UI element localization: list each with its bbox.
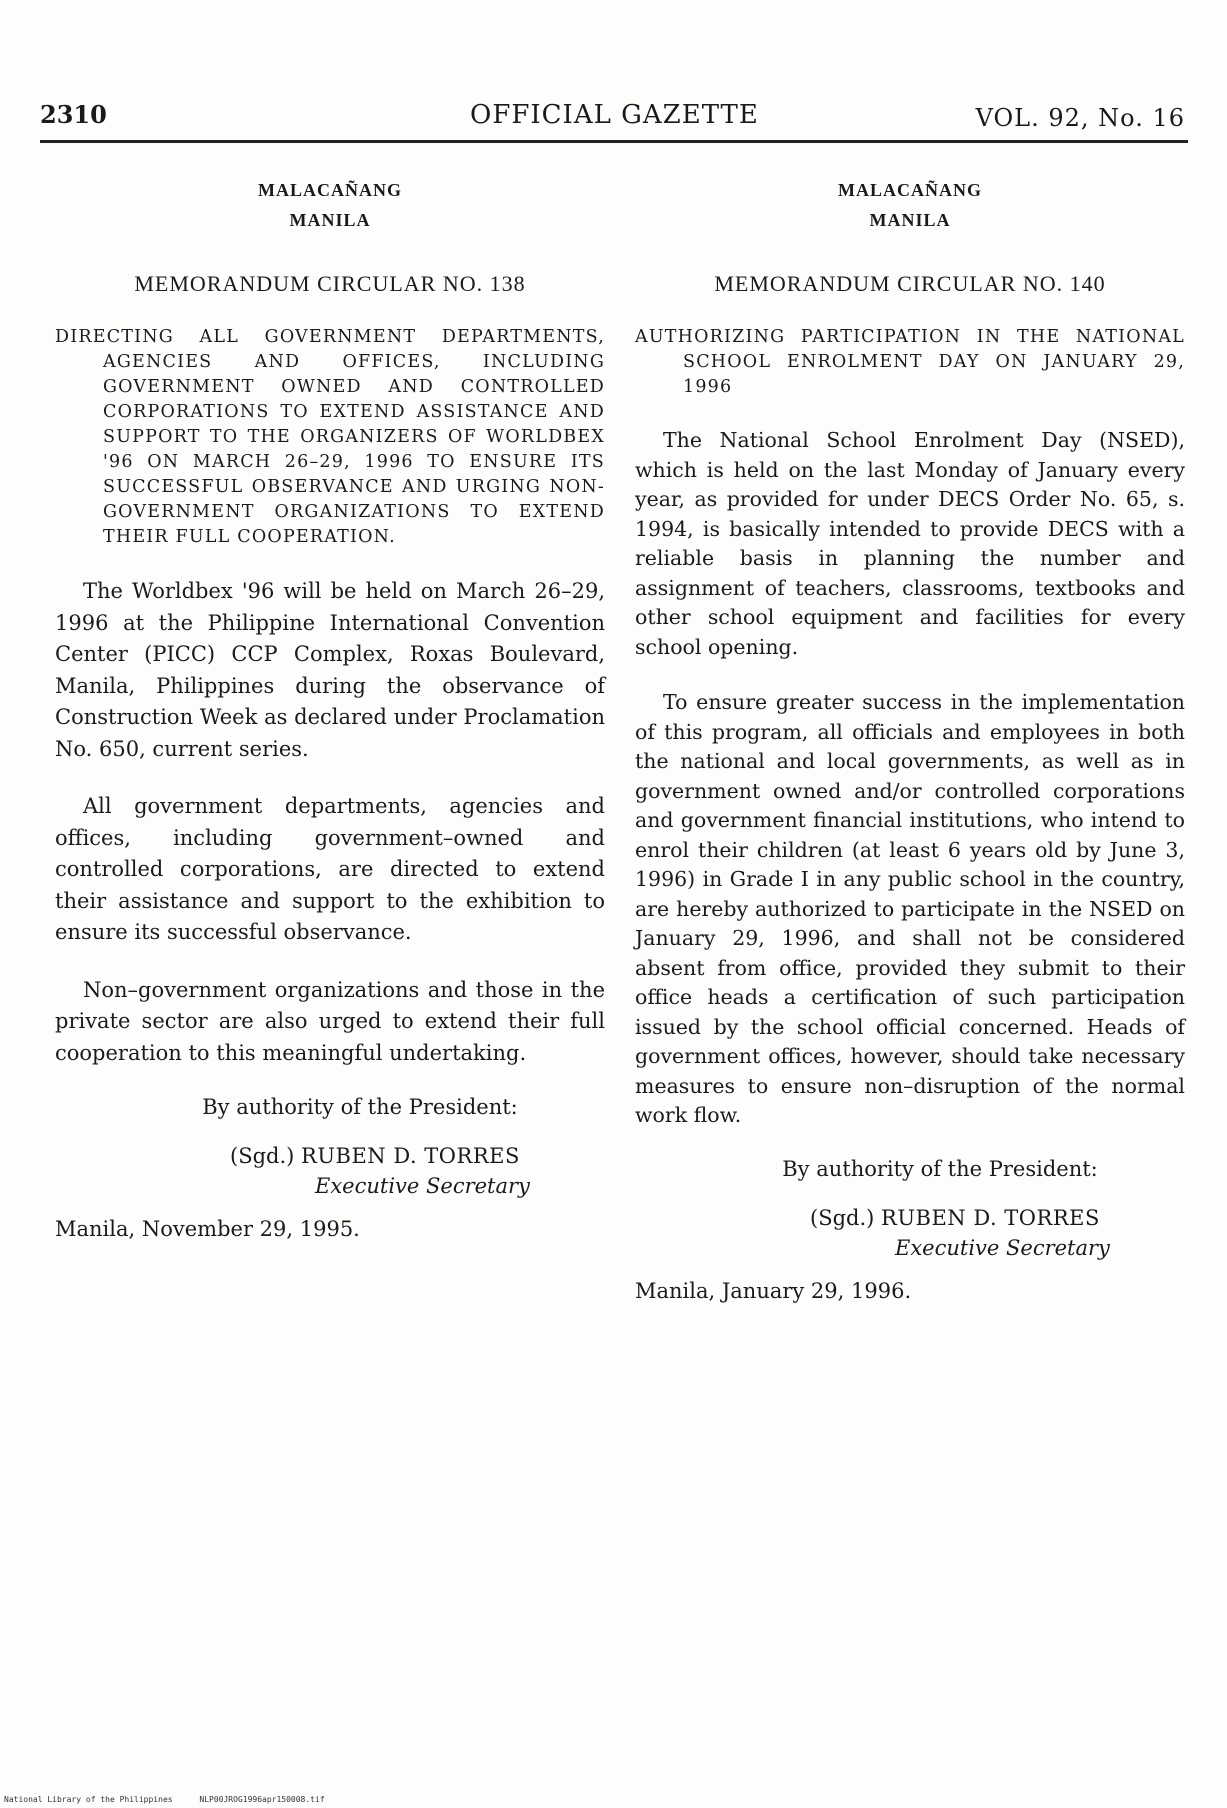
- authority-line: By authority of the President:: [202, 1095, 518, 1119]
- file-name: NLP00JROG1996apr150008.tif: [199, 1795, 325, 1804]
- memo-140-column: [635, 175, 1185, 1303]
- body-paragraph: All government departments, agencies and offices, including government–owned and controlled corporations, are directed to extend their assistance and support to the exhibition to ensure its successful observance.: [55, 794, 605, 944]
- body-paragraph: Non–government organizations and those in the private sector are also urged to extend their full cooperation to this meaningful undertaking.: [55, 977, 605, 1065]
- office-location: MANILA: [869, 210, 951, 230]
- authority-line: By authority of the President:: [782, 1156, 1098, 1181]
- office-location: MANILA: [289, 210, 371, 230]
- scan-footer: [4, 1795, 347, 1804]
- dateline: Manila, January 29, 1996.: [635, 1278, 912, 1303]
- signatory-title: Executive Secretary: [315, 1174, 530, 1198]
- sgd-label: (Sgd.): [230, 1144, 295, 1168]
- page-header: [40, 100, 1185, 144]
- memo-number: MEMORANDUM CIRCULAR NO. 138: [134, 271, 526, 296]
- memo-subject: AUTHORIZING PARTICIPATION IN THE NATIONAL SCHOOL ENROLMENT DAY ON JANUARY 29, 1996: [635, 327, 1185, 397]
- body-paragraph: The Worldbex '96 will be held on March 26–29, 1996 at the Philippine International Convention Center (PICC) CCP Complex, Roxas Boulevard, Manila, Philippines during the observance of Construction Week as declared under Proclamation No. 650, current series.: [55, 579, 605, 761]
- signature-block: [230, 1141, 605, 1201]
- signatory-title: Executive Secretary: [895, 1235, 1110, 1260]
- memo-138-column: [55, 175, 605, 1241]
- page-number: 2310: [40, 100, 107, 129]
- body-paragraph: The National School Enrolment Day (NSED), which is held on the last Monday of January every year, as provided for under DECS Order No. 65, s. 1994, is basically intended to provide DECS with a reliable basis in planning the number and assignment of teachers, classrooms, textbooks and other school equipment and facilities for every school opening.: [635, 428, 1185, 659]
- memo-number: MEMORANDUM CIRCULAR NO. 140: [714, 271, 1106, 296]
- office-name: MALACAÑANG: [838, 180, 982, 200]
- dateline: Manila, November 29, 1995.: [55, 1217, 360, 1241]
- sgd-label: (Sgd.): [810, 1205, 875, 1230]
- memo-subject: DIRECTING ALL GOVERNMENT DEPARTMENTS, AGENCIES AND OFFICES, INCLUDING GOVERNMENT OWNED AND CONTROLLED CORPORATIONS TO EXTEND ASSISTANCE AND SUPPORT TO THE ORGANIZERS OF WORLDBEX '96 ON MARCH 26–29, 1996 TO ENSURE ITS SUCCESSFUL OBSERVANCE AND URGING NON-GOVERNMENT ORGANIZATIONS TO EXTEND THEIR FULL COOPERATION.: [55, 327, 605, 547]
- signatory-name: RUBEN D. TORRES: [881, 1205, 1100, 1230]
- signature-block: [810, 1203, 1185, 1263]
- library-credit: National Library of the Philippines: [4, 1795, 173, 1804]
- body-paragraph: To ensure greater success in the implementation of this program, all officials and employees in both the national and local governments, as well as in government owned and/or controlled corporations and government financial institutions, who intend to enrol their children (at least 6 years old by June 3, 1996) in Grade I in any public school in the country, are hereby authorized to participate in the NSED on January 29, 1996, and shall not be considered absent from office, provided they submit to their office heads a certification of such participation issued by the school official concerned. Heads of government offices, however, should take necessary measures to ensure non–disruption of the normal work flow.: [635, 690, 1185, 1127]
- office-name: MALACAÑANG: [258, 180, 402, 200]
- signatory-name: RUBEN D. TORRES: [301, 1144, 520, 1168]
- volume-number: VOL. 92, No. 16: [975, 104, 1185, 132]
- header-rule: [40, 140, 1188, 143]
- gazette-title: OFFICIAL GAZETTE: [470, 100, 759, 130]
